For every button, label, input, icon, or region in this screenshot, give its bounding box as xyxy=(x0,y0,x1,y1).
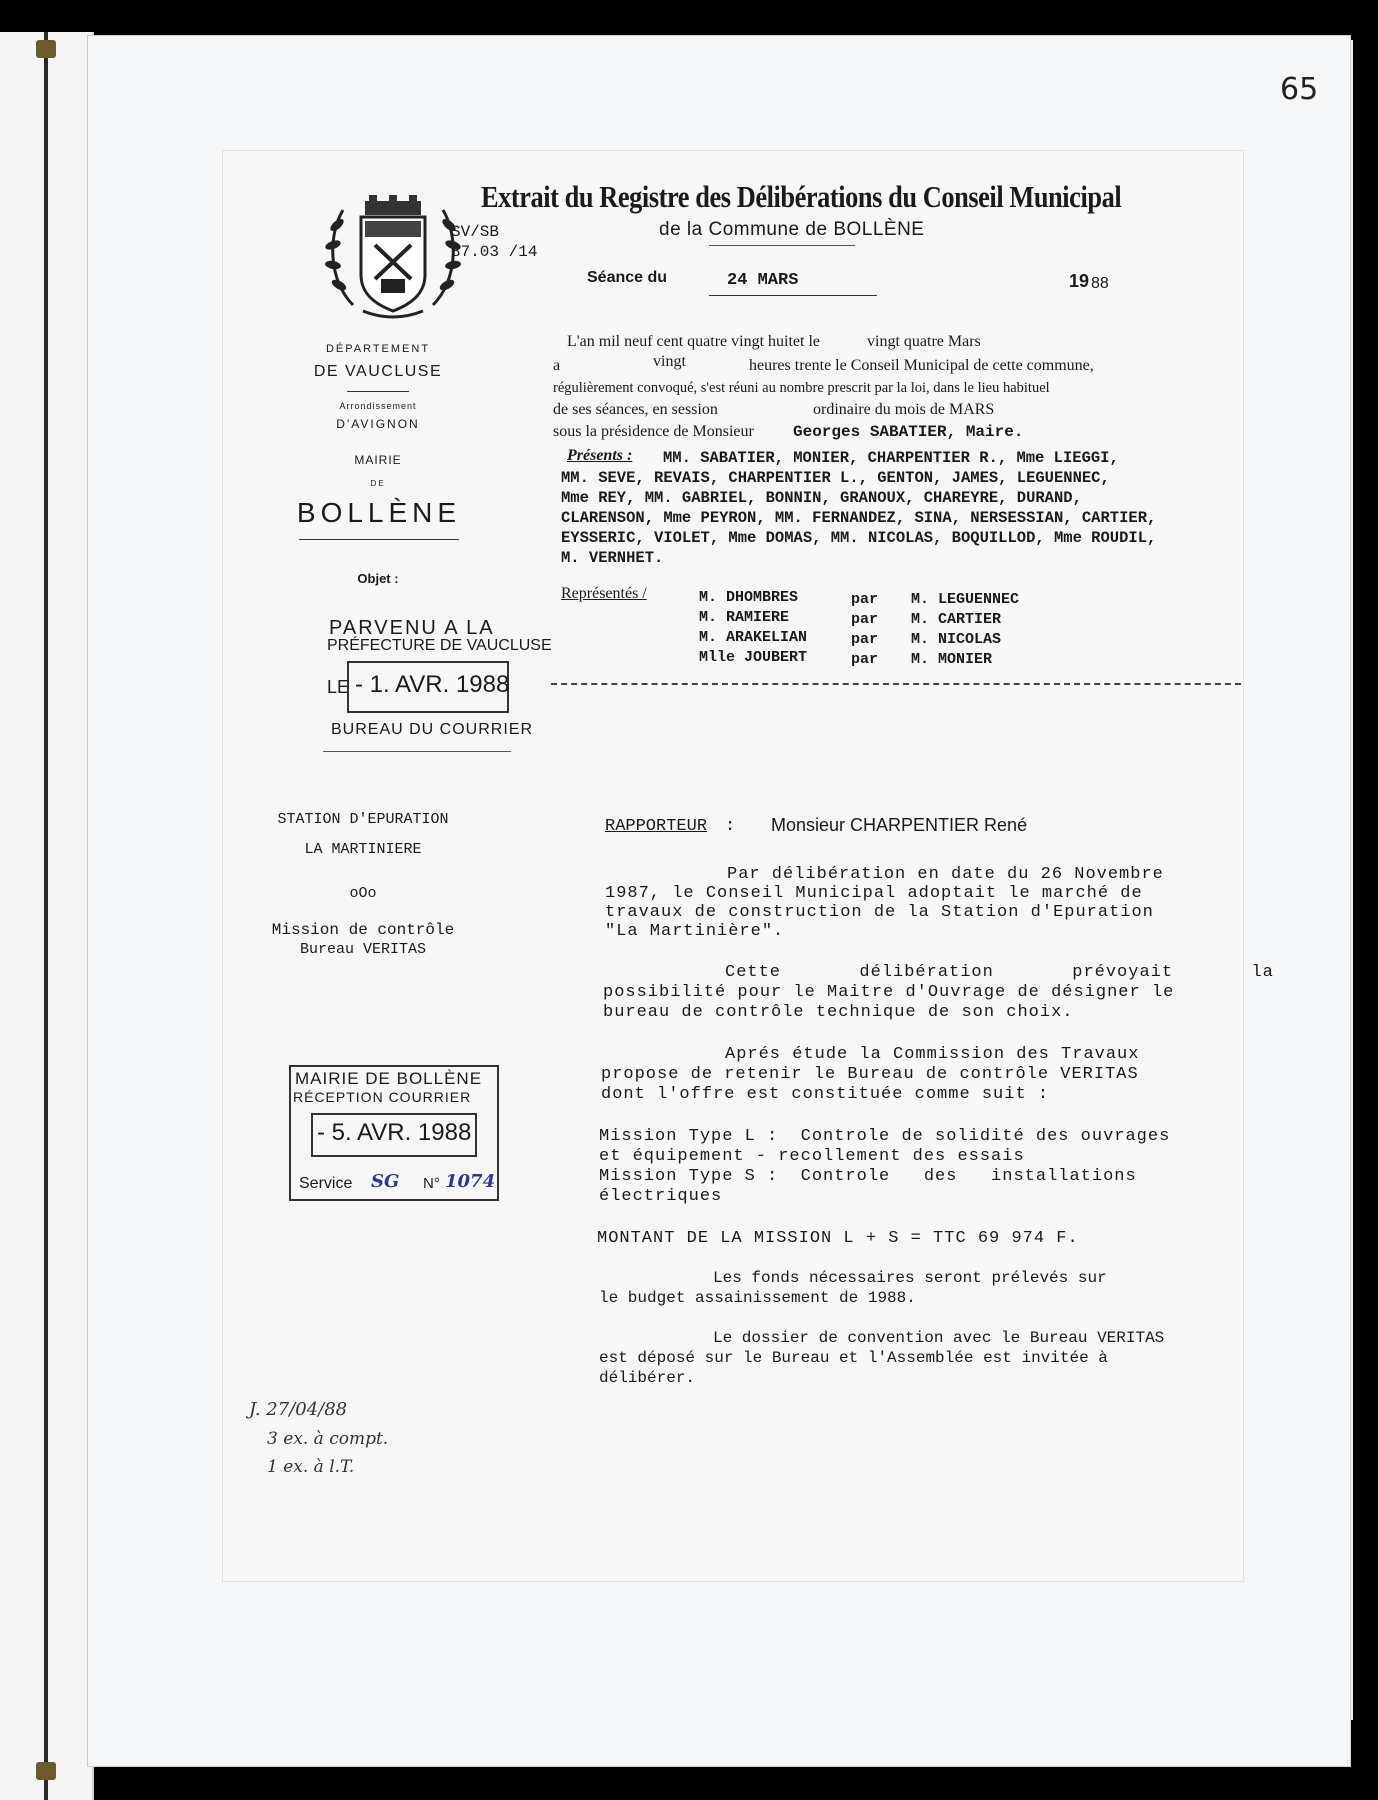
representes-par-2: par xyxy=(851,611,879,628)
town-name: BOLLÈNE xyxy=(296,497,462,528)
presents-line-5: EYSSERIC, VIOLET, Mme DOMAS, MM. NICOLAS, BOQUILLOD, Mme ROUDIL, xyxy=(561,529,1157,547)
preamble-line-5a: sous la présidence de Monsieur xyxy=(553,423,754,440)
representes-who-4: Mlle JOUBERT xyxy=(699,649,808,666)
p3-line-1: Aprés étude la Commission des Travaux xyxy=(725,1045,1140,1064)
binder-ring xyxy=(36,40,56,58)
mission-l-line-2: et équipement - recollement des essais xyxy=(599,1147,1025,1166)
representes-par-1: par xyxy=(851,591,879,608)
document-subtitle: de la Commune de BOLLÈNE xyxy=(659,219,925,240)
binder-spine xyxy=(44,32,48,1800)
prefecture-stamp-bureau: BUREAU DU COURRIER xyxy=(331,721,534,738)
reference-line-1: SV/SB xyxy=(451,223,500,241)
p5-line-3: délibérer. xyxy=(599,1369,696,1387)
preamble-line-2a: a xyxy=(553,357,561,374)
handwritten-note-1: J. 27/04/88 xyxy=(249,1399,348,1420)
subject-line-4: Bureau VERITAS xyxy=(299,941,427,958)
representes-by-3: M. NICOLAS xyxy=(911,631,1002,648)
handwritten-note-2: 3 ex. à compt. xyxy=(267,1429,389,1449)
p5-line-1: Le dossier de convention avec le Bureau VERITAS xyxy=(713,1329,1165,1347)
presents-line-6: M. VERNHET. xyxy=(561,549,664,567)
departement-divider xyxy=(347,391,409,392)
town-underline xyxy=(299,539,459,540)
binder-edge xyxy=(0,32,94,1800)
representes-by-2: M. CARTIER xyxy=(911,611,1002,628)
representes-who-3: M. ARAKELIAN xyxy=(699,629,808,646)
subtitle-divider xyxy=(709,245,855,246)
seance-year-suffix: 88 xyxy=(1091,275,1109,292)
prefecture-stamp-date: - 1. AVR. 1988 xyxy=(355,671,510,698)
departement-name: DE VAUCLUSE xyxy=(313,363,443,380)
presents-label: Présents : xyxy=(567,447,633,464)
mairie-stamp-line-1: MAIRIE DE BOLLÈNE xyxy=(295,1069,483,1088)
reference-line-2: 87.03 /14 xyxy=(451,243,538,261)
preamble-line-4b: ordinaire du mois de MARS xyxy=(813,401,995,418)
representes-who-2: M. RAMIERE xyxy=(699,609,790,626)
prefecture-stamp-le-label: LE xyxy=(327,677,350,697)
de-label: DE xyxy=(370,479,386,488)
p2-line-2: possibilité pour le Maitre d'Ouvrage de désigner le xyxy=(603,983,1175,1002)
mission-s-line-1: Mission Type S : Controle des installations xyxy=(599,1167,1137,1186)
presents-line-1: MM. SABATIER, MONIER, CHARPENTIER R., Mme LIEGGI, xyxy=(663,449,1119,467)
representes-par-4: par xyxy=(851,651,879,668)
representes-who-1: M. DHOMBRES xyxy=(699,589,799,606)
subject-separator: oOo xyxy=(349,885,377,902)
document-sheet xyxy=(222,150,1274,1582)
dashed-separator xyxy=(551,683,1241,685)
mairie-stamp-no-value: 1074 xyxy=(445,1171,496,1192)
document-title: Extrait du Registre des Délibérations du Conseil Municipal xyxy=(481,179,1122,214)
preamble-line-1b: vingt quatre Mars xyxy=(867,333,981,350)
mairie-stamp-line-2: RÉCEPTION COURRIER xyxy=(293,1089,472,1105)
mairie-stamp-date: - 5. AVR. 1988 xyxy=(317,1119,472,1146)
subject-line-1: STATION D'EPURATION xyxy=(277,811,449,828)
rapporteur-label: RAPPORTEUR xyxy=(605,817,708,836)
mairie-stamp-service-label: Service xyxy=(299,1175,353,1192)
prefecture-stamp-line-1: PARVENU A LA xyxy=(329,617,495,639)
departement-label: DÉPARTEMENT xyxy=(325,343,431,355)
mission-s-line-2: électriques xyxy=(599,1187,723,1206)
seance-year-prefix: 19 xyxy=(1069,271,1090,291)
mairie-stamp-service-value: SG xyxy=(371,1171,400,1192)
mission-l-line-1: Mission Type L : Controle de solidité des ouvrages xyxy=(599,1127,1171,1146)
preamble-line-5b: Georges SABATIER, Maire. xyxy=(793,423,1024,441)
preamble-line-2c: heures trente le Conseil Municipal de cette commune, xyxy=(749,357,1094,374)
preamble-line-2b: vingt xyxy=(653,353,686,370)
prefecture-stamp-line-2: PRÉFECTURE DE VAUCLUSE xyxy=(327,637,552,654)
handwritten-note-3: 1 ex. à l.T. xyxy=(267,1457,355,1477)
page-number: 65 xyxy=(1280,72,1319,107)
prefecture-stamp-bottom-line xyxy=(323,751,511,752)
p2-line-3: bureau de contrôle technique de son choix. xyxy=(603,1003,1074,1022)
p4-line-1: Les fonds nécessaires seront prélevés sur xyxy=(713,1269,1107,1287)
p5-line-2: est déposé sur le Bureau et l'Assemblée est invitée à xyxy=(599,1349,1108,1367)
p2-line-1: Cette délibération prévoyait la xyxy=(725,963,1274,982)
p1-line-4: "La Martinière". xyxy=(605,922,785,941)
representes-by-1: M. LEGUENNEC xyxy=(911,591,1020,608)
representes-par-3: par xyxy=(851,631,879,648)
coat-of-arms-icon xyxy=(323,195,463,325)
p4-line-2: le budget assainissement de 1988. xyxy=(599,1289,916,1307)
mairie-stamp-no-label: N° xyxy=(423,1175,440,1192)
representes-label: Représentés / xyxy=(561,585,647,602)
p1-line-3: travaux de construction de la Station d'Epuration xyxy=(605,903,1154,922)
rapporteur-separator: : xyxy=(725,817,736,836)
preamble-line-3: régulièrement convoqué, s'est réuni au nombre prescrit par la loi, dans le lieu habituel xyxy=(553,380,1050,396)
seance-label: Séance du xyxy=(587,269,668,286)
binder-ring xyxy=(36,1762,56,1780)
subject-line-3: Mission de contrôle xyxy=(271,921,455,939)
representes-by-4: M. MONIER xyxy=(911,651,993,668)
presents-line-2: MM. SEVE, REVAIS, CHARPENTIER L., GENTON, JAMES, LEGUENNEC, xyxy=(561,469,1110,487)
seance-underline xyxy=(709,295,877,296)
p3-line-2: propose de retenir le Bureau de contrôle VERITAS xyxy=(601,1065,1139,1084)
arrondissement-name: D'AVIGNON xyxy=(336,417,420,431)
preamble-line-1a: L'an mil neuf cent quatre vingt huitet le xyxy=(567,333,821,350)
seance-date: 24 MARS xyxy=(727,271,799,290)
mairie-label: MAIRIE xyxy=(354,453,402,467)
preamble-line-4a: de ses séances, en session xyxy=(553,401,718,418)
p3-line-3: dont l'offre est constituée comme suit : xyxy=(601,1085,1050,1104)
subject-line-2: LA MARTINIERE xyxy=(304,841,422,858)
presents-line-3: Mme REY, MM. GABRIEL, BONNIN, GRANOUX, CHAREYRE, DURAND, xyxy=(561,489,1082,507)
objet-label: Objet : xyxy=(357,571,399,586)
presents-line-4: CLARENSON, Mme PEYRON, MM. FERNANDEZ, SINA, NERSESSIAN, CARTIER, xyxy=(561,509,1157,527)
p1-line-1: Par délibération en date du 26 Novembre xyxy=(727,865,1164,884)
montant-line: MONTANT DE LA MISSION L + S = TTC 69 974 F. xyxy=(597,1229,1079,1248)
rapporteur-name: Monsieur CHARPENTIER René xyxy=(771,815,1028,835)
arrondissement-label: Arrondissement xyxy=(339,401,417,411)
p1-line-2: 1987, le Conseil Municipal adoptait le marché de xyxy=(605,884,1143,903)
